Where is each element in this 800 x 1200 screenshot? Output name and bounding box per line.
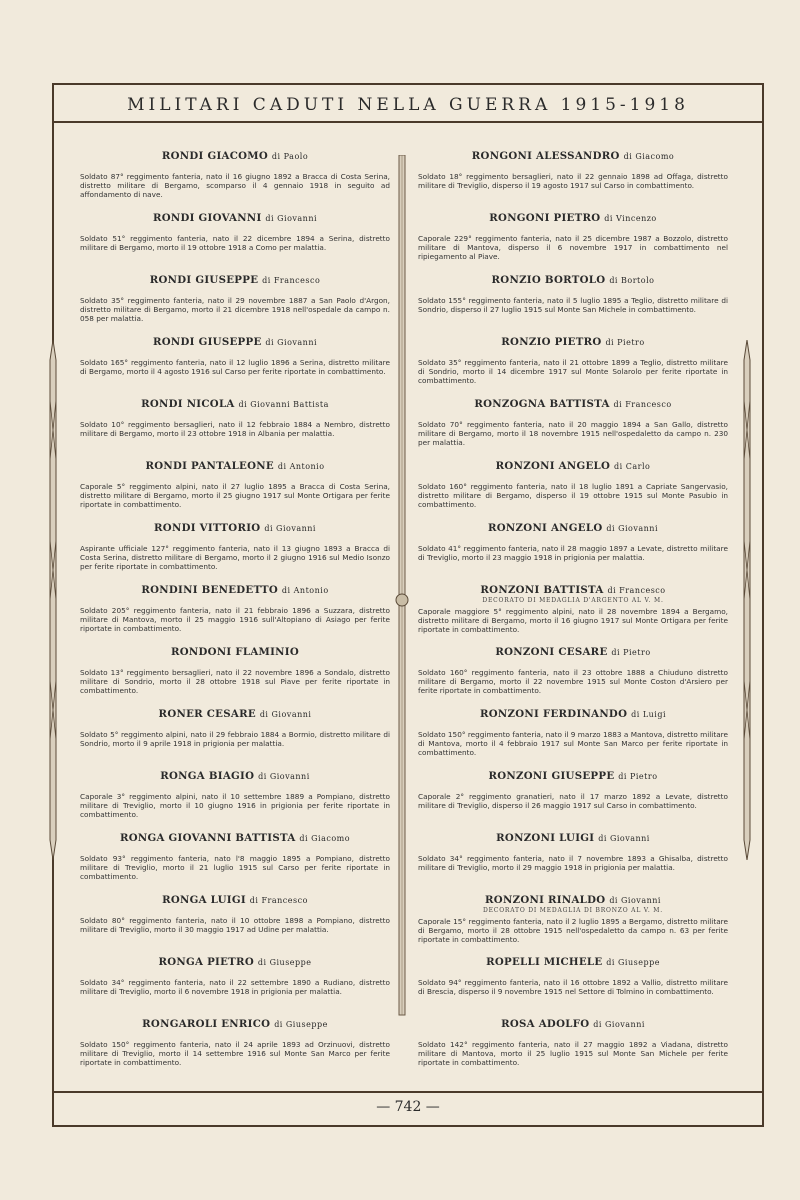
entry-description: Aspirante ufficiale 127° reggimento fanteria, nato il 13 giugno 1893 a Bracca di Costa Serina, distretto militare di Bergamo, morto il 2 giugno 1916 sul Medio Isonzo per ferite riportate in combattimento. bbox=[80, 544, 390, 571]
entry-name bbox=[80, 1018, 390, 1030]
memorial-entry bbox=[418, 460, 728, 522]
entry-description: Soldato 34° reggimento fanteria, nato il 22 settembre 1890 a Rudiano, distretto militare di Treviglio, morto il 6 novembre 1918 in prigionia per malattia. bbox=[80, 978, 390, 996]
entry-name bbox=[80, 336, 390, 348]
memorial-entry bbox=[418, 1018, 728, 1080]
entry-description: Soldato 93° reggimento fanteria, nato l'8 maggio 1895 a Pompiano, distretto militare di Treviglio, morto il 21 luglio 1915 sul Carso per ferite riportate in combattimento. bbox=[80, 854, 390, 881]
father-name: di Giacomo bbox=[623, 152, 675, 161]
entry-description: Soldato 94° reggimento fanteria, nato il 16 ottobre 1892 a Vallio, distretto militare di Brescia, disperso il 9 novembre 1915 nel Settore di Tolmino in combattimento. bbox=[418, 978, 728, 996]
entry-name bbox=[80, 770, 390, 782]
entry-description: Soldato 34° reggimento fanteria, nato il 7 novembre 1893 a Ghisalba, distretto militare di Treviglio, morto il 29 maggio 1918 in prigionia per malattia. bbox=[418, 854, 728, 872]
father-name: di Giovanni bbox=[265, 338, 318, 347]
father-name: di Giovanni bbox=[264, 524, 316, 533]
soldier-name: RONDI VITTORIO bbox=[154, 522, 261, 534]
soldier-name: RONER CESARE bbox=[158, 708, 256, 720]
memorial-entry bbox=[418, 150, 728, 212]
soldier-name: RONGA LUIGI bbox=[162, 894, 246, 906]
memorial-entry bbox=[80, 832, 390, 894]
entry-name bbox=[418, 1018, 728, 1030]
entry-description: Soldato 51° reggimento fanteria, nato il 22 dicembre 1894 a Serina, distretto militare di Bergamo, morto il 19 ottobre 1918 a Como per malattia. bbox=[80, 234, 390, 252]
soldier-name: RONZOGNA BATTISTA bbox=[474, 398, 610, 410]
memorial-entry bbox=[80, 398, 390, 460]
memorial-entry bbox=[80, 150, 390, 212]
father-name: di Francesco bbox=[249, 896, 308, 905]
entry-name bbox=[418, 336, 728, 348]
decoration-note: DECORATO DI MEDAGLIA DI BRONZO AL V. M. bbox=[483, 907, 663, 914]
memorial-entry bbox=[80, 274, 390, 336]
father-name: di Giuseppe bbox=[606, 958, 660, 967]
entry-name bbox=[80, 398, 390, 410]
father-name: di Francesco bbox=[607, 586, 666, 595]
father-name: di Pietro bbox=[611, 648, 651, 657]
memorial-entry bbox=[418, 274, 728, 336]
entry-name bbox=[418, 212, 728, 224]
father-name: di Giovanni bbox=[258, 772, 310, 781]
father-name: di Giovanni bbox=[598, 834, 650, 843]
father-name: di Francesco bbox=[262, 276, 321, 285]
memorial-entry bbox=[418, 336, 728, 398]
entry-name bbox=[80, 274, 390, 286]
memorial-entry bbox=[418, 770, 728, 832]
soldier-name: RONDINI BENEDETTO bbox=[141, 584, 279, 596]
entry-description: Soldato 150° reggimento fanteria, nato il 24 aprile 1893 ad Orzinuovi, distretto militare di Treviglio, morto il 14 settembre 1916 sul Monte San Marco per ferite riportate in combattimento. bbox=[80, 1040, 390, 1067]
soldier-name: RONGA BIAGIO bbox=[160, 770, 255, 782]
entry-description: Caporale 3° reggimento alpini, nato il 10 settembre 1889 a Pompiano, distretto militare di Treviglio, morto il 10 giugno 1916 in prigionia per ferite riportate in combattimento. bbox=[80, 792, 390, 819]
soldier-name: RONDI GIUSEPPE bbox=[149, 274, 259, 286]
entry-name bbox=[418, 460, 728, 472]
entry-description: Soldato 35° reggimento fanteria, nato il 29 novembre 1887 a San Paolo d'Argon, distretto militare di Bergamo, morto il 21 dicembre 1918 nell'ospedale da campo n. 058 per malattia. bbox=[80, 296, 390, 323]
entry-name bbox=[418, 274, 728, 286]
father-name: di Giovanni bbox=[593, 1020, 645, 1029]
father-name: di Bortolo bbox=[609, 276, 655, 285]
entry-name bbox=[418, 646, 728, 658]
page-title: MILITARI CADUTI NELLA GUERRA 1915-1918 bbox=[54, 85, 762, 123]
entry-name bbox=[418, 150, 728, 162]
soldier-name: ROPELLI MICHELE bbox=[486, 956, 603, 968]
entry-name bbox=[418, 832, 728, 844]
entry-name bbox=[80, 212, 390, 224]
entry-description: Soldato 205° reggimento fanteria, nato il 21 febbraio 1896 a Suzzara, distretto militare di Mantova, morto il 25 maggio 1916 sull'Altopiano di Asiago per ferite riportate in combattimento. bbox=[80, 606, 390, 633]
entry-description: Soldato 41° reggimento fanteria, nato il 28 maggio 1897 a Levate, distretto militare di Treviglio, morto il 23 maggio 1918 in prigionia per malattia. bbox=[418, 544, 728, 562]
entry-description: Soldato 35° reggimento fanteria, nato il 21 ottobre 1899 a Teglio, distretto militare di Sondrio, morto il 14 dicembre 1917 sul Monte Solarolo per ferite riportate in combattimento. bbox=[418, 358, 728, 385]
memorial-entry bbox=[418, 708, 728, 770]
entry-description: Soldato 155° reggimento fanteria, nato il 5 luglio 1895 a Teglio, distretto militare di Sondrio, disperso il 27 luglio 1915 sul Monte San Michele in combattimento. bbox=[418, 296, 728, 314]
memorial-entry bbox=[418, 398, 728, 460]
entry-description: Caporale 229° reggimento fanteria, nato il 25 dicembre 1987 a Bozzolo, distretto militare di Mantova, disperso il 6 novembre 1917 in combattimento nel ripiegamento al Piave. bbox=[418, 234, 728, 261]
decoration-note: DECORATO DI MEDAGLIA D'ARGENTO AL V. M. bbox=[482, 597, 664, 604]
soldier-name: RONZONI BATTISTA bbox=[480, 584, 604, 596]
entry-name bbox=[418, 956, 728, 968]
memorial-entry bbox=[80, 894, 390, 956]
soldier-name: RONGA PIETRO bbox=[158, 956, 255, 968]
father-name: di Antonio bbox=[281, 586, 329, 595]
soldier-name: RONDI NICOLA bbox=[141, 398, 235, 410]
father-name: di Giovanni Battista bbox=[238, 400, 329, 409]
memorial-entry bbox=[418, 956, 728, 1018]
entry-name bbox=[80, 956, 390, 968]
soldier-name: RONZONI ANGELO bbox=[495, 460, 611, 472]
soldier-name: RONZIO BORTOLO bbox=[491, 274, 606, 286]
entry-description: Soldato 70° reggimento fanteria, nato il 20 maggio 1894 a San Gallo, distretto militare di Bergamo, morto il 18 novembre 1915 nell'ospedaletto da campo n. 230 per malattia. bbox=[418, 420, 728, 447]
entry-description: Soldato 160° reggimento fanteria, nato il 18 luglio 1891 a Capriate Sangervasio, distretto militare di Bergamo, disperso il 19 ottobre 1915 sul Monte Pasubio in combattimento. bbox=[418, 482, 728, 509]
memorial-entry bbox=[80, 584, 390, 646]
soldier-name: RONZONI CESARE bbox=[495, 646, 608, 658]
father-name: di Antonio bbox=[277, 462, 325, 471]
entry-name bbox=[80, 832, 390, 844]
soldier-name: RONZONI LUIGI bbox=[496, 832, 595, 844]
memorial-entry bbox=[80, 770, 390, 832]
memorial-entry bbox=[80, 646, 390, 708]
soldier-name: RONDI GIACOMO bbox=[161, 150, 269, 162]
soldier-name: RONZONI GIUSEPPE bbox=[488, 770, 615, 782]
father-name: di Giuseppe bbox=[257, 958, 312, 967]
entry-name bbox=[418, 708, 728, 720]
soldier-name: RONGA GIOVANNI BATTISTA bbox=[119, 832, 296, 844]
entry-description: Caporale 15° reggimento fanteria, nato il 2 luglio 1895 a Bergamo, distretto militare di Bergamo, morto il 28 ottobre 1915 nell'ospedaletto da campo n. 63 per ferite riportate in combattimento. bbox=[418, 917, 728, 944]
father-name: di Giacomo bbox=[299, 834, 351, 843]
father-name: di Paolo bbox=[271, 152, 309, 161]
father-name: di Carlo bbox=[614, 462, 651, 471]
memorial-entry bbox=[80, 708, 390, 770]
entry-name bbox=[418, 522, 728, 534]
memorial-entry bbox=[80, 522, 390, 584]
soldier-name: RONGAROLI ENRICO bbox=[142, 1018, 271, 1030]
entry-name bbox=[418, 770, 728, 782]
entry-description: Soldato 160° reggimento fanteria, nato il 23 ottobre 1888 a Chiuduno distretto militare di Bergamo, morto il 22 novembre 1915 sul Monte Coston d'Arsiero per ferite riportate in combattimento. bbox=[418, 668, 728, 695]
entry-name bbox=[80, 460, 390, 472]
entry-description: Caporale maggiore 5° reggimento alpini, nato il 28 novembre 1894 a Bergamo, distretto militare di Bergamo, morto il 16 giugno 1917 sul Monte Ortigara per ferite riportate in combattimento. bbox=[418, 607, 728, 634]
left-flagpole-ornament bbox=[44, 340, 62, 860]
right-flagpole-ornament bbox=[738, 340, 756, 860]
entry-description: Soldato 165° reggimento fanteria, nato il 12 luglio 1896 a Serina, distretto militare di Bergamo, morto il 4 agosto 1916 sul Carso per ferite riportate in combattimento. bbox=[80, 358, 390, 376]
memorial-entry bbox=[80, 336, 390, 398]
father-name: di Giovanni bbox=[606, 524, 658, 533]
entry-name bbox=[418, 584, 728, 596]
father-name: di Luigi bbox=[631, 710, 667, 719]
soldier-name: RONGONI PIETRO bbox=[489, 212, 601, 224]
entry-description: Soldato 80° reggimento fanteria, nato il 10 ottobre 1898 a Pompiano, distretto militare di Treviglio, morto il 30 maggio 1917 ad Udine per malattia. bbox=[80, 916, 390, 934]
entry-name bbox=[80, 584, 390, 596]
father-name: di Vincenzo bbox=[604, 214, 657, 223]
soldier-name: RONGONI ALESSANDRO bbox=[471, 150, 620, 162]
memorial-entry bbox=[418, 522, 728, 584]
father-name: di Giovanni bbox=[609, 896, 661, 905]
soldier-name: RONDONI FLAMINIO bbox=[170, 646, 300, 658]
memorial-entry bbox=[418, 646, 728, 708]
father-name: di Pietro bbox=[618, 772, 658, 781]
father-name: di Francesco bbox=[613, 400, 672, 409]
entry-description: Soldato 18° reggimento bersaglieri, nato il 22 gennaio 1898 ad Offaga, distretto militare di Treviglio, disperso il 19 agosto 1917 sul Carso in combattimento. bbox=[418, 172, 728, 190]
entry-description: Caporale 5° reggimento alpini, nato il 27 luglio 1895 a Bracca di Costa Serina, distretto militare di Bergamo, morto il 25 giugno 1917 sul Monte Ortigara per ferite riportate in combattimento. bbox=[80, 482, 390, 509]
entry-name bbox=[80, 708, 390, 720]
father-name: di Pietro bbox=[605, 338, 645, 347]
entry-name bbox=[80, 522, 390, 534]
right-column bbox=[418, 150, 728, 1080]
center-decorative-column bbox=[395, 155, 409, 1025]
entry-description: Caporale 2° reggimento granatieri, nato il 17 marzo 1892 a Levate, distretto militare di Treviglio, disperso il 26 maggio 1917 sul Carso in combattimento. bbox=[418, 792, 728, 810]
entry-name bbox=[418, 894, 728, 906]
father-name: di Giuseppe bbox=[274, 1020, 328, 1029]
soldier-name: RONDI PANTALEONE bbox=[145, 460, 274, 472]
soldier-name: RONZONI FERDINANDO bbox=[479, 708, 628, 720]
memorial-entry bbox=[418, 832, 728, 894]
memorial-entry bbox=[80, 460, 390, 522]
father-name: di Giovanni bbox=[265, 214, 318, 223]
memorial-entry bbox=[80, 956, 390, 1018]
entry-description: Soldato 150° reggimento fanteria, nato il 9 marzo 1883 a Mantova, distretto militare di Mantova, morto il 4 febbraio 1917 sul Monte San Marco per ferite riportate in combattimento. bbox=[418, 730, 728, 757]
page-number: — 742 — bbox=[376, 1099, 440, 1115]
memorial-entry bbox=[418, 584, 728, 646]
entry-description: Soldato 10° reggimento bersaglieri, nato il 12 febbraio 1884 a Nembro, distretto militare di Bergamo, morto il 23 ottobre 1918 in Albania per malattia. bbox=[80, 420, 390, 438]
soldier-name: RONZONI ANGELO bbox=[487, 522, 603, 534]
memorial-entry bbox=[80, 1018, 390, 1080]
soldier-name: RONDI GIUSEPPE bbox=[152, 336, 262, 348]
entry-name bbox=[80, 150, 390, 162]
entry-description: Soldato 142° reggimento fanteria, nato il 27 maggio 1892 a Viadana, distretto militare di Mantova, morto il 25 luglio 1915 sul Monte San Michele per ferite riportate in combattimento. bbox=[418, 1040, 728, 1067]
left-column bbox=[80, 150, 390, 1080]
entry-name bbox=[80, 646, 390, 658]
entry-name bbox=[418, 398, 728, 410]
father-name: di Giovanni bbox=[259, 710, 312, 719]
entry-description: Soldato 13° reggimento bersaglieri, nato il 22 novembre 1896 a Sondalo, distretto militare di Sondrio, morto il 28 ottobre 1918 sul Piave per ferite riportate in combattimento. bbox=[80, 668, 390, 695]
soldier-name: RONDI GIOVANNI bbox=[152, 212, 262, 224]
soldier-name: ROSA ADOLFO bbox=[501, 1018, 590, 1030]
soldier-name: RONZIO PIETRO bbox=[501, 336, 602, 348]
memorial-entry bbox=[80, 212, 390, 274]
entry-name bbox=[80, 894, 390, 906]
soldier-name: RONZONI RINALDO bbox=[485, 894, 606, 906]
entry-description: Soldato 5° reggimento alpini, nato il 29 febbraio 1884 a Bormio, distretto militare di Sondrio, morto il 9 aprile 1918 in prigionia per malattia. bbox=[80, 730, 390, 748]
memorial-entry bbox=[418, 894, 728, 956]
memorial-entry bbox=[418, 212, 728, 274]
footer-divider bbox=[54, 1091, 762, 1093]
entry-description: Soldato 87° reggimento fanteria, nato il 16 giugno 1892 a Bracca di Costa Serina, distretto militare di Bergamo, scomparso il 4 gennaio 1918 in seguito ad affondamento di nave. bbox=[80, 172, 390, 199]
